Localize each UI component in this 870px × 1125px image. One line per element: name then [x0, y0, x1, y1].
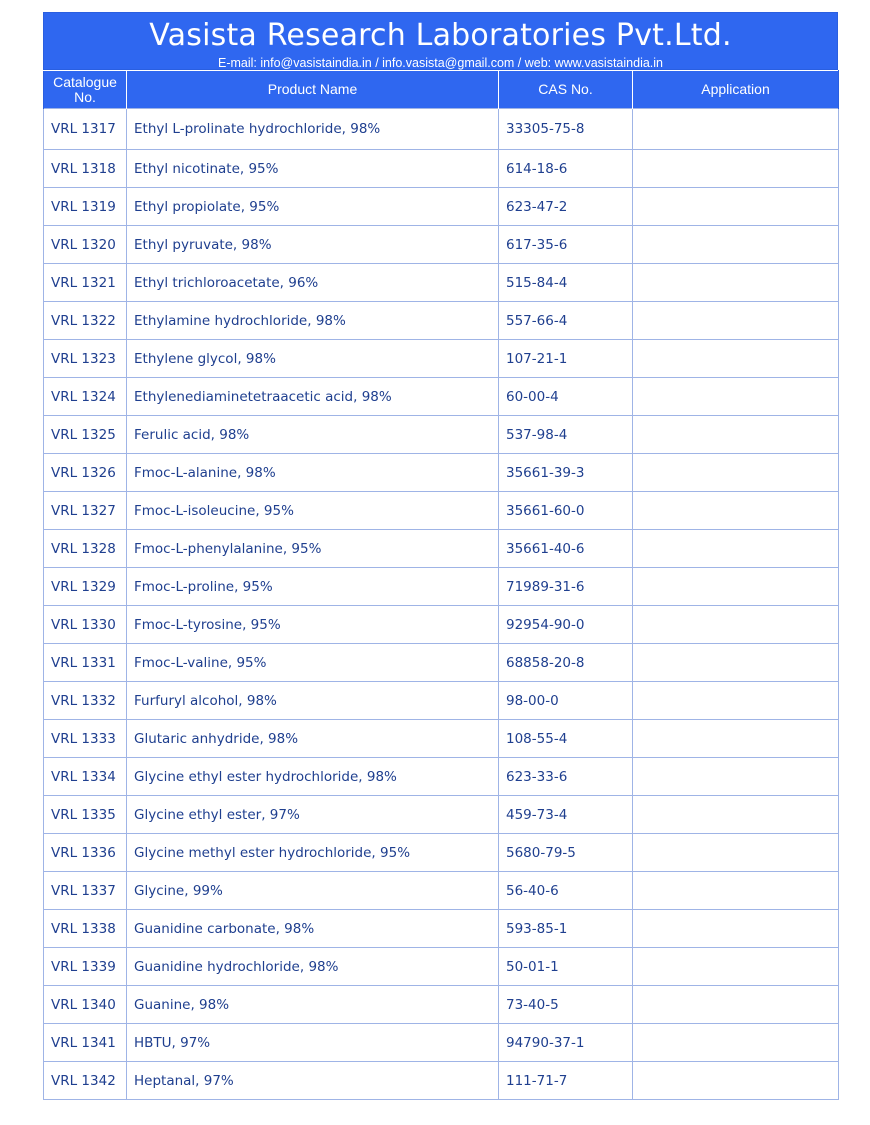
- table-row: [44, 606, 839, 644]
- product-name-cell: Ethylamine hydrochloride, 98%: [127, 302, 499, 340]
- product-name-cell: Heptanal, 97%: [127, 1062, 499, 1100]
- product-name-cell: Glycine ethyl ester, 97%: [127, 796, 499, 834]
- cas-number-cell: 92954-90-0: [499, 606, 633, 644]
- catalogue-cell: VRL 1333: [44, 720, 127, 758]
- catalogue-cell: VRL 1337: [44, 872, 127, 910]
- product-name-cell: Fmoc-L-phenylalanine, 95%: [127, 530, 499, 568]
- product-name-cell: HBTU, 97%: [127, 1024, 499, 1062]
- product-name-cell: Ethyl trichloroacetate, 96%: [127, 264, 499, 302]
- table-row: [44, 302, 839, 340]
- table-row: [44, 644, 839, 682]
- application-cell: [633, 568, 839, 606]
- table-header-row: [44, 71, 839, 109]
- table-row: [44, 188, 839, 226]
- catalogue-cell: VRL 1335: [44, 796, 127, 834]
- column-header-catalogue: Catalogue No.: [44, 71, 127, 109]
- cas-number-cell: 515-84-4: [499, 264, 633, 302]
- product-name-cell: Ethyl nicotinate, 95%: [127, 150, 499, 188]
- catalogue-cell: VRL 1320: [44, 226, 127, 264]
- table-row: [44, 264, 839, 302]
- cas-number-cell: 623-47-2: [499, 188, 633, 226]
- catalogue-cell: VRL 1332: [44, 682, 127, 720]
- table-row: [44, 109, 839, 150]
- product-name-cell: Furfuryl alcohol, 98%: [127, 682, 499, 720]
- catalogue-cell: VRL 1323: [44, 340, 127, 378]
- application-cell: [633, 150, 839, 188]
- product-name-cell: Ferulic acid, 98%: [127, 416, 499, 454]
- cas-number-cell: 557-66-4: [499, 302, 633, 340]
- application-cell: [633, 1024, 839, 1062]
- application-cell: [633, 416, 839, 454]
- product-name-cell: Guanidine hydrochloride, 98%: [127, 948, 499, 986]
- cas-number-cell: 537-98-4: [499, 416, 633, 454]
- cas-number-cell: 56-40-6: [499, 872, 633, 910]
- catalogue-cell: VRL 1336: [44, 834, 127, 872]
- cas-number-cell: 5680-79-5: [499, 834, 633, 872]
- column-header-application: Application: [633, 71, 839, 109]
- table-row: [44, 454, 839, 492]
- product-name-cell: Glycine methyl ester hydrochloride, 95%: [127, 834, 499, 872]
- application-cell: [633, 644, 839, 682]
- product-name-cell: Glycine ethyl ester hydrochloride, 98%: [127, 758, 499, 796]
- table-row: [44, 416, 839, 454]
- table-row: [44, 948, 839, 986]
- catalogue-cell: VRL 1339: [44, 948, 127, 986]
- product-name-cell: Ethylenediaminetetraacetic acid, 98%: [127, 378, 499, 416]
- table-row: [44, 910, 839, 948]
- product-name-cell: Ethyl propiolate, 95%: [127, 188, 499, 226]
- catalogue-cell: VRL 1326: [44, 454, 127, 492]
- product-name-cell: Fmoc-L-valine, 95%: [127, 644, 499, 682]
- catalogue-cell: VRL 1338: [44, 910, 127, 948]
- application-cell: [633, 454, 839, 492]
- table-row: [44, 340, 839, 378]
- product-name-cell: Glycine, 99%: [127, 872, 499, 910]
- product-name-cell: Ethylene glycol, 98%: [127, 340, 499, 378]
- catalogue-cell: VRL 1328: [44, 530, 127, 568]
- catalogue-cell: VRL 1317: [44, 109, 127, 150]
- table-row: [44, 872, 839, 910]
- catalogue-cell: VRL 1319: [44, 188, 127, 226]
- product-name-cell: Ethyl pyruvate, 98%: [127, 226, 499, 264]
- catalogue-cell: VRL 1334: [44, 758, 127, 796]
- product-name-cell: Fmoc-L-tyrosine, 95%: [127, 606, 499, 644]
- table-row: [44, 378, 839, 416]
- catalogue-cell: VRL 1325: [44, 416, 127, 454]
- cas-number-cell: 614-18-6: [499, 150, 633, 188]
- product-name-cell: Ethyl L-prolinate hydrochloride, 98%: [127, 109, 499, 150]
- application-cell: [633, 910, 839, 948]
- cas-number-cell: 33305-75-8: [499, 109, 633, 150]
- cas-number-cell: 73-40-5: [499, 986, 633, 1024]
- cas-number-cell: 107-21-1: [499, 340, 633, 378]
- cas-number-cell: 35661-40-6: [499, 530, 633, 568]
- application-cell: [633, 986, 839, 1024]
- table-row: [44, 150, 839, 188]
- table-row: [44, 720, 839, 758]
- table-row: [44, 568, 839, 606]
- cas-number-cell: 98-00-0: [499, 682, 633, 720]
- application-cell: [633, 226, 839, 264]
- catalogue-cell: VRL 1321: [44, 264, 127, 302]
- cas-number-cell: 60-00-4: [499, 378, 633, 416]
- catalogue-cell: VRL 1331: [44, 644, 127, 682]
- table-row: [44, 1024, 839, 1062]
- table-row: [44, 834, 839, 872]
- cas-number-cell: 94790-37-1: [499, 1024, 633, 1062]
- table-row: [44, 796, 839, 834]
- catalogue-cell: VRL 1330: [44, 606, 127, 644]
- table-row: [44, 682, 839, 720]
- product-name-cell: Fmoc-L-proline, 95%: [127, 568, 499, 606]
- application-cell: [633, 530, 839, 568]
- application-cell: [633, 264, 839, 302]
- cas-number-cell: 108-55-4: [499, 720, 633, 758]
- table-row: [44, 986, 839, 1024]
- table-row: [44, 1062, 839, 1100]
- cas-number-cell: 71989-31-6: [499, 568, 633, 606]
- table-body: [44, 109, 839, 1100]
- table-row: [44, 758, 839, 796]
- cas-number-cell: 35661-60-0: [499, 492, 633, 530]
- product-name-cell: Fmoc-L-isoleucine, 95%: [127, 492, 499, 530]
- product-name-cell: Glutaric anhydride, 98%: [127, 720, 499, 758]
- catalogue-cell: VRL 1340: [44, 986, 127, 1024]
- application-cell: [633, 758, 839, 796]
- application-cell: [633, 492, 839, 530]
- cas-number-cell: 35661-39-3: [499, 454, 633, 492]
- cas-number-cell: 50-01-1: [499, 948, 633, 986]
- application-cell: [633, 720, 839, 758]
- catalogue-cell: VRL 1322: [44, 302, 127, 340]
- application-cell: [633, 796, 839, 834]
- catalogue-cell: VRL 1329: [44, 568, 127, 606]
- column-header-cas: CAS No.: [499, 71, 633, 109]
- catalogue-cell: VRL 1324: [44, 378, 127, 416]
- application-cell: [633, 188, 839, 226]
- catalogue-cell: VRL 1318: [44, 150, 127, 188]
- product-name-cell: Guanine, 98%: [127, 986, 499, 1024]
- company-banner: [43, 12, 838, 70]
- cas-number-cell: 459-73-4: [499, 796, 633, 834]
- cas-number-cell: 623-33-6: [499, 758, 633, 796]
- application-cell: [633, 1062, 839, 1100]
- application-cell: [633, 682, 839, 720]
- table-row: [44, 226, 839, 264]
- application-cell: [633, 378, 839, 416]
- catalogue-cell: VRL 1327: [44, 492, 127, 530]
- product-table: [43, 70, 839, 1100]
- catalogue-sheet: [43, 12, 838, 1100]
- table-row: [44, 530, 839, 568]
- cas-number-cell: 68858-20-8: [499, 644, 633, 682]
- contact-line: E-mail: info@vasistaindia.in / info.vasista@gmail.com / web: www.vasistaindia.in: [218, 56, 663, 70]
- table-row: [44, 492, 839, 530]
- application-cell: [633, 302, 839, 340]
- column-header-product: Product Name: [127, 71, 499, 109]
- application-cell: [633, 606, 839, 644]
- product-name-cell: Fmoc-L-alanine, 98%: [127, 454, 499, 492]
- catalogue-cell: VRL 1341: [44, 1024, 127, 1062]
- application-cell: [633, 834, 839, 872]
- catalogue-cell: VRL 1342: [44, 1062, 127, 1100]
- cas-number-cell: 111-71-7: [499, 1062, 633, 1100]
- application-cell: [633, 872, 839, 910]
- application-cell: [633, 948, 839, 986]
- cas-number-cell: 593-85-1: [499, 910, 633, 948]
- cas-number-cell: 617-35-6: [499, 226, 633, 264]
- application-cell: [633, 109, 839, 150]
- application-cell: [633, 340, 839, 378]
- product-name-cell: Guanidine carbonate, 98%: [127, 910, 499, 948]
- company-name: Vasista Research Laboratories Pvt.Ltd.: [149, 18, 732, 53]
